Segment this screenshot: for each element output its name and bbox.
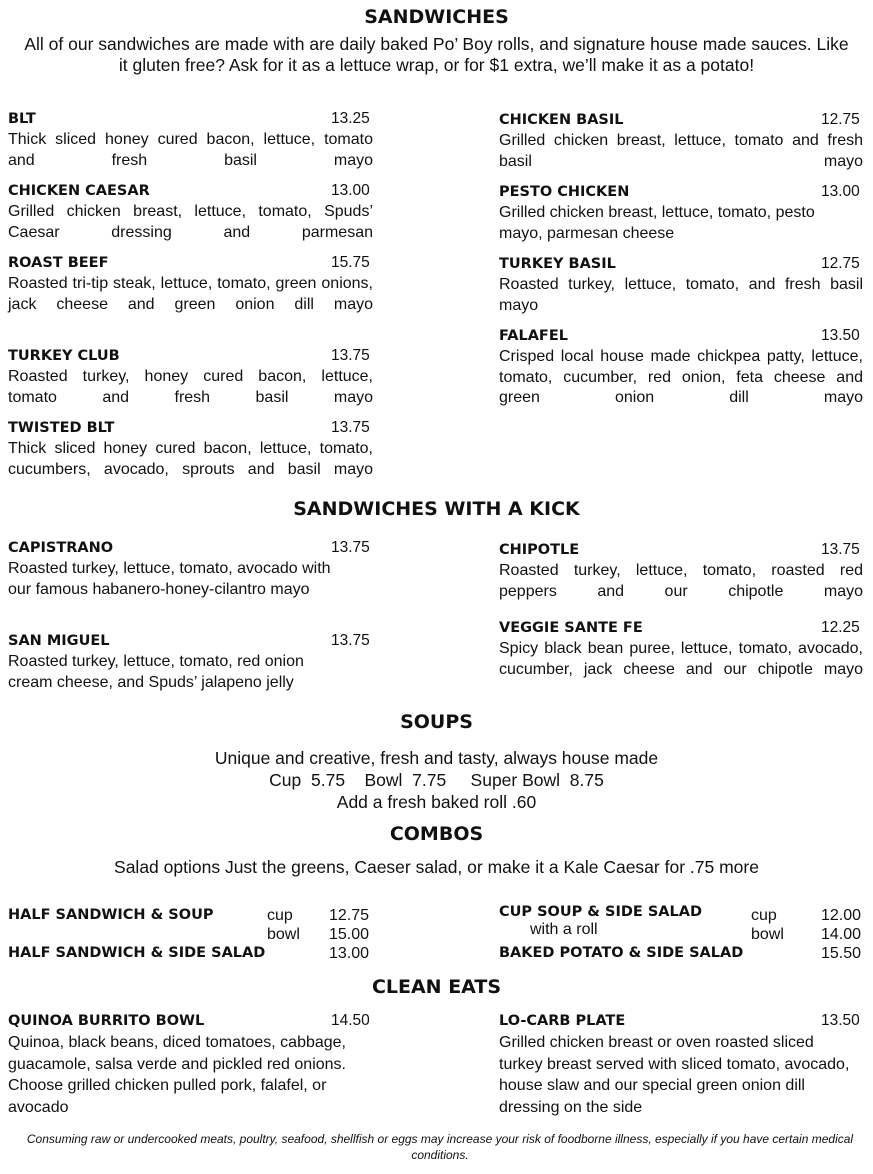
item-description: Grilled chicken breast, lettuce, tomato, Spuds’ Caesar dressing and parmesan <box>8 203 373 241</box>
menu-item <box>8 1012 373 1118</box>
menu-item <box>499 327 863 429</box>
combo-cup-price: 12.75 <box>329 907 370 924</box>
menu-item <box>499 111 863 193</box>
item-name: CHIPOTLE <box>499 542 580 558</box>
combo-half-sandwich-salad: HALF SANDWICH & SIDE SALAD <box>8 945 266 961</box>
item-name: TURKEY BASIL <box>499 256 616 272</box>
item-description: Roasted turkey, lettuce, tomato, and fresh basil mayo <box>499 276 863 314</box>
item-price: 13.50 <box>821 1012 860 1029</box>
item-price: 12.75 <box>821 255 860 272</box>
menu-item <box>8 182 373 264</box>
menu-item <box>499 183 863 244</box>
item-price: 12.25 <box>821 619 860 636</box>
soups-heading: SOUPS <box>400 711 473 733</box>
menu-item <box>8 347 373 429</box>
item-name: PESTO CHICKEN <box>499 184 630 200</box>
item-description: Quinoa, black beans, diced tomatoes, cabbage, guacamole, salsa verde and pickled red onions. Choose grilled chicken pulled pork, falafel, or avocado <box>8 1034 346 1116</box>
item-description: Thick sliced honey cured bacon, lettuce, tomato, cucumbers, avocado, sprouts and basil mayo <box>8 440 373 478</box>
item-description: Grilled chicken breast, lettuce, tomato and fresh basil mayo <box>499 132 863 170</box>
item-name: FALAFEL <box>499 328 568 344</box>
item-name: BLT <box>8 111 36 127</box>
sandwiches-heading: SANDWICHES <box>364 6 509 28</box>
item-name: QUINOA BURRITO BOWL <box>8 1013 205 1029</box>
item-name: TWISTED BLT <box>8 420 115 436</box>
combos-salad-note: Salad options Just the greens, Caeser salad, or make it a Kale Caesar for .75 more <box>114 857 759 877</box>
item-name: CAPISTRANO <box>8 540 114 556</box>
item-description: Roasted tri-tip steak, lettuce, tomato, green onions, jack cheese and green onion dill mayo <box>8 275 373 313</box>
item-price: 15.75 <box>331 254 370 271</box>
soups-description: Unique and creative, fresh and tasty, always house made <box>214 748 659 768</box>
item-name: ROAST BEEF <box>8 255 109 271</box>
combo-price: 13.00 <box>329 945 370 962</box>
combo-bowl-label: bowl <box>751 926 784 943</box>
item-name: LO-CARB PLATE <box>499 1013 626 1029</box>
item-price: 13.00 <box>821 183 860 200</box>
clean-eats-heading: CLEAN EATS <box>371 976 502 998</box>
item-description: Roasted turkey, lettuce, tomato, roasted red peppers and our chipotle mayo <box>499 562 863 600</box>
menu-item <box>499 255 863 337</box>
disclaimer: Consuming raw or undercooked meats, poultry, seafood, shellfish or eggs may increase your risk of foodborne illness, especially if you have certain medical conditions. <box>26 1132 854 1162</box>
item-description: Grilled chicken breast, lettuce, tomato, pesto mayo, parmesan cheese <box>499 204 815 242</box>
item-description: Spicy black bean puree, lettuce, tomato, avocado, cucumber, jack cheese and our chipotle mayo <box>499 640 863 678</box>
item-description: Thick sliced honey cured bacon, lettuce, tomato and fresh basil mayo <box>8 131 373 169</box>
combo-cup-label: cup <box>751 907 777 924</box>
item-name: CHICKEN CAESAR <box>8 183 150 199</box>
combo-bowl-label: bowl <box>267 926 300 943</box>
menu-item <box>499 541 863 623</box>
item-name: TURKEY CLUB <box>8 348 120 364</box>
combo-price: 15.50 <box>821 945 862 962</box>
combo-subtitle: with a roll <box>530 921 598 938</box>
combo-cup-soup-salad: CUP SOUP & SIDE SALAD <box>499 904 702 920</box>
item-price: 13.75 <box>331 632 370 649</box>
menu-item <box>8 254 373 336</box>
menu-item <box>499 619 863 701</box>
combo-cup-price: 12.00 <box>821 907 862 924</box>
combo-half-sandwich-soup: HALF SANDWICH & SOUP <box>8 907 214 923</box>
item-price: 13.75 <box>821 541 860 558</box>
combo-bowl-price: 14.00 <box>821 926 862 943</box>
item-description: Roasted turkey, lettuce, tomato, avocado with our famous habanero-honey-cilantro mayo <box>8 560 331 598</box>
item-description: Grilled chicken breast or oven roasted sliced turkey breast served with sliced tomato, avocado, house slaw and our special green onion dill dressing on the side <box>499 1034 850 1116</box>
item-price: 13.75 <box>331 419 370 436</box>
item-description: Roasted turkey, lettuce, tomato, red onion cream cheese, and Spuds’ jalapeno jelly <box>8 653 304 691</box>
item-price: 13.25 <box>331 110 370 127</box>
combo-cup-label: cup <box>267 907 293 924</box>
soups-roll-addon: Add a fresh baked roll .60 <box>336 792 537 812</box>
menu-item <box>499 1012 863 1118</box>
sandwiches-intro: All of our sandwiches are made with are daily baked Po’ Boy rolls, and signature house made sauces. Like it gluten free? Ask for it as a lettuce wrap, or for $1 extra, we’ll make it as a potato! <box>24 34 849 75</box>
item-name: SAN MIGUEL <box>8 633 110 649</box>
kick-heading: SANDWICHES WITH A KICK <box>293 498 580 520</box>
item-price: 13.75 <box>331 539 370 556</box>
menu-item <box>8 110 373 192</box>
item-price: 12.75 <box>821 111 860 128</box>
item-price: 13.00 <box>331 182 370 199</box>
item-name: CHICKEN BASIL <box>499 112 624 128</box>
item-description: Roasted turkey, honey cured bacon, lettuce, tomato and fresh basil mayo <box>8 368 373 406</box>
item-price: 14.50 <box>331 1012 370 1029</box>
combo-baked-potato-salad: BAKED POTATO & SIDE SALAD <box>499 945 744 961</box>
item-price: 13.75 <box>331 347 370 364</box>
menu-item <box>8 419 373 501</box>
combo-bowl-price: 15.00 <box>329 926 370 943</box>
menu-item <box>8 632 373 693</box>
item-description: Crisped local house made chickpea patty, lettuce, tomato, cucumber, red onion, feta cheese and green onion dill mayo <box>499 348 863 406</box>
item-price: 13.50 <box>821 327 860 344</box>
combos-heading: COMBOS <box>389 823 484 845</box>
menu-item <box>8 539 373 600</box>
item-name: VEGGIE SANTE FE <box>499 620 643 636</box>
soups-prices: Cup 5.75 Bowl 7.75 Super Bowl 8.75 <box>269 770 604 790</box>
